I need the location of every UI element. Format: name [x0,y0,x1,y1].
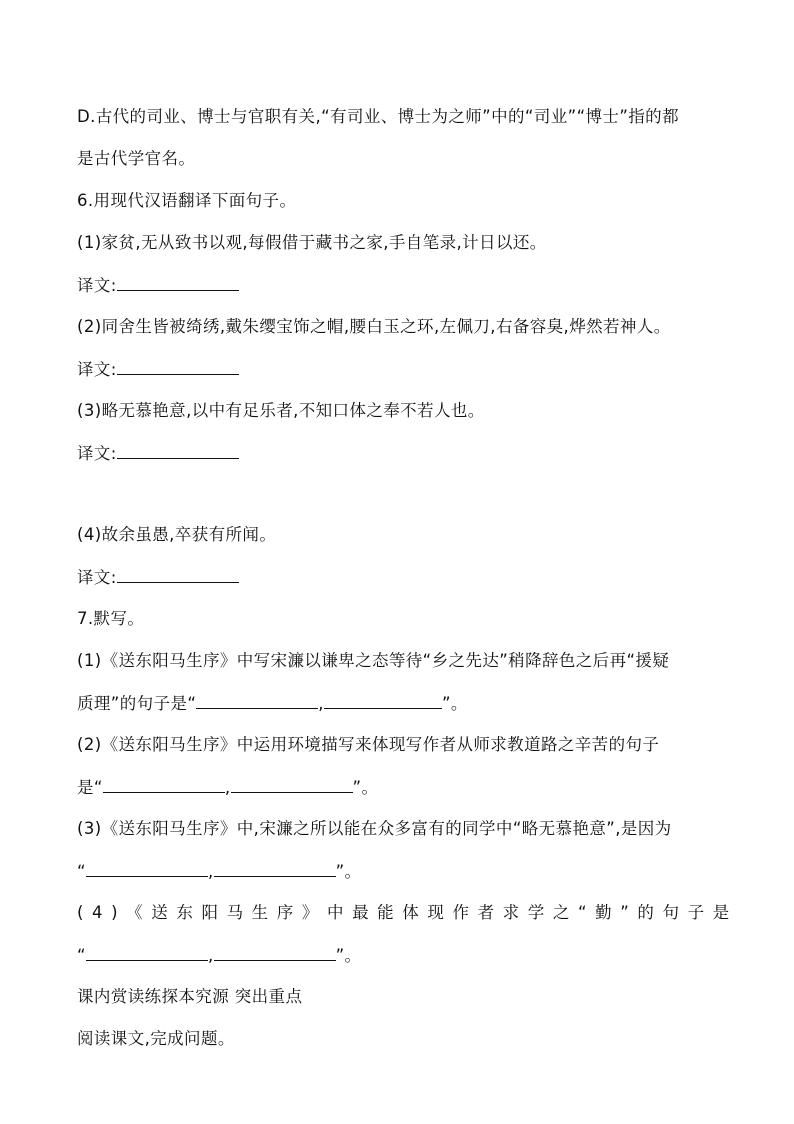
option-d-line2: 是古代学官名。 [77,149,196,168]
q7-item-1-line2 [77,690,734,716]
answer-label: 译文: [77,568,117,587]
q7-1-blank-a[interactable] [196,690,318,709]
reading-instruction: 阅读课文,完成问题。 [77,1029,235,1048]
section-title: 课内赏读练探本究源 突出重点 [77,987,303,1006]
q7-2-blank-a[interactable] [103,774,225,793]
q7-item-2-prefix: 是“ [77,778,103,797]
q7-item-1-line1: (1)《送东阳马生序》中写宋濂以谦卑之态等待“乡之先达”稍降辞色之后再“援疑 [77,651,670,670]
q7-4-blank-b[interactable] [214,942,336,961]
q7-item-3-prefix: “ [77,862,86,881]
answer-blank-4[interactable] [117,564,239,583]
q7-item-4-line1: (4)《送东阳马生序》中最能体现作者求学之“勤”的句子是 [77,903,738,922]
answer-label: 译文: [77,360,117,379]
q6-answer-4 [77,564,734,590]
q7-item-1-prefix: 质理”的句子是“ [77,694,197,713]
answer-label: 译文: [77,444,117,463]
close-quote: ”。 [352,778,379,797]
q7-3-blank-a[interactable] [86,858,208,877]
q7-item-3-line2 [77,858,734,884]
answer-blank-3[interactable] [117,440,239,459]
q7-item-2-line2 [77,774,734,800]
q6-answer-1 [77,272,734,298]
comma: , [207,862,214,881]
q7-2-blank-b[interactable] [231,774,353,793]
comma: , [207,946,214,965]
q7-3-blank-b[interactable] [214,858,336,877]
q7-item-3-line1: (3)《送东阳马生序》中,宋濂之所以能在众多富有的同学中“略无慕艳意”,是因为 [77,819,672,838]
q7-1-blank-b[interactable] [324,690,442,709]
q7-4-blank-a[interactable] [86,942,208,961]
comma: , [318,694,324,713]
q6-sentence-4: (4)故余虽愚,卒获有所闻。 [77,525,277,544]
answer-blank-2[interactable] [117,356,239,375]
option-d-line1: D.古代的司业、博士与官职有关,“有司业、博士为之师”中的“司业”“博士”指的都 [77,107,679,126]
close-quote: ”。 [335,862,362,881]
q6-sentence-1: (1)家贫,无从致书以观,每假借于藏书之家,手自笔录,计日以还。 [77,233,547,252]
answer-blank-1[interactable] [117,272,239,291]
q7-item-4-line2 [77,942,734,968]
q7-item-2-line1: (2)《送东阳马生序》中运用环境描写来体现写作者从师求教道路之辛苦的句子 [77,735,660,754]
q7-item-4-prefix: “ [77,946,86,965]
q6-answer-2 [77,356,734,382]
q6-heading: 6.用现代汉语翻译下面句子。 [77,191,297,210]
q7-heading: 7.默写。 [77,609,145,628]
close-quote: ”。 [441,694,468,713]
q6-answer-3 [77,440,734,466]
q6-sentence-3: (3)略无慕艳意,以中有足乐者,不知口体之奉不若人也。 [77,401,485,420]
close-quote: ”。 [335,946,362,965]
q6-sentence-2: (2)同舍生皆被绮绣,戴朱缨宝饰之帽,腰白玉之环,左佩刀,右备容臭,烨然若神人。 [77,317,671,336]
comma: , [224,778,231,797]
answer-label: 译文: [77,276,117,295]
